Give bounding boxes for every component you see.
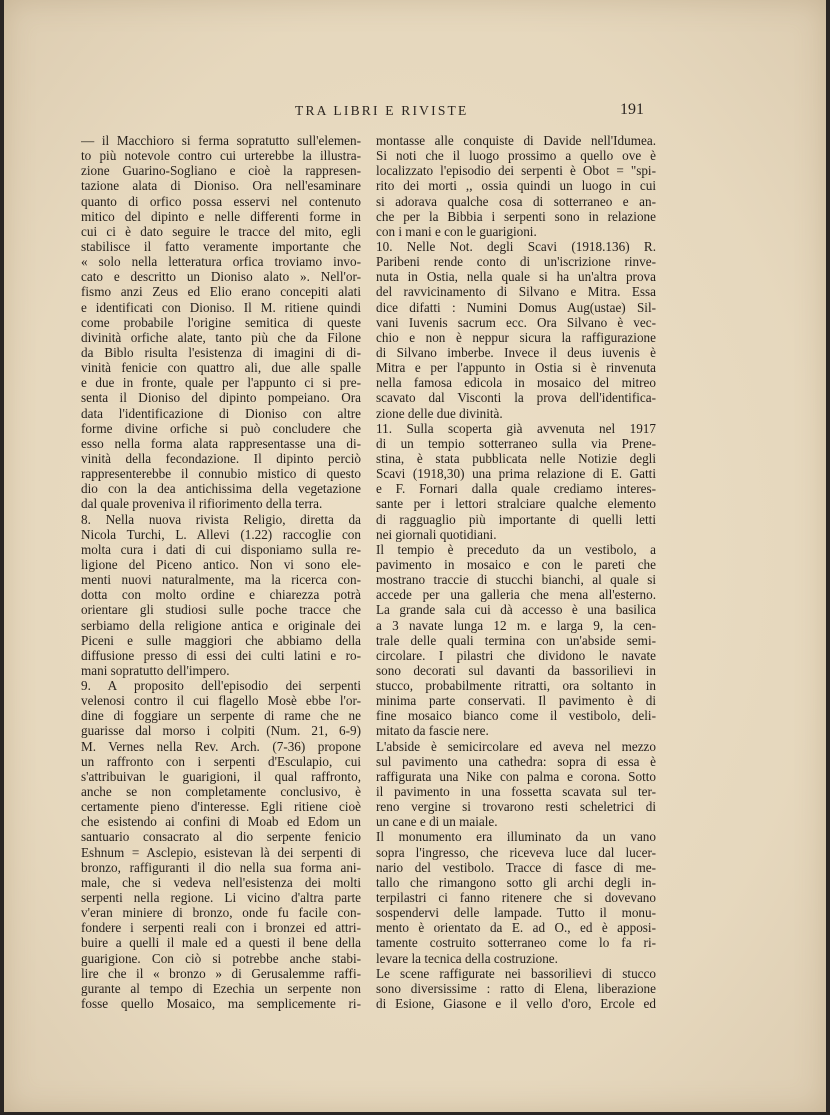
text-line: un raffronto con i serpenti d'Esculapio, cui — [81, 753, 361, 769]
text-line: sono decorati sul davanti da bassorilievi in — [376, 662, 656, 678]
text-line: Il monumento era illuminato da un vano — [376, 829, 656, 845]
text-line: stabilisce il fatto veramente importante che — [81, 238, 361, 254]
text-line: dal quale proveniva il rifiorimento della terra. — [81, 496, 323, 512]
text-line: tamente costruito sotterraneo come lo fa ri- — [376, 935, 656, 951]
text-line: ligione del Piceno antico. Non vi sono ele- — [81, 556, 361, 572]
text-line: fismo anzi Zeus ed Elio erano concepiti alati — [81, 284, 361, 300]
text-line: M. Vernes nella Rev. Arch. (7-36) propone — [81, 738, 361, 754]
text-line: sono diversissime : ratto di Elena, liberazione — [376, 980, 656, 996]
text-line: stina, è stata pubblicata nelle Notizie degli — [376, 450, 656, 466]
text-line: Nicola Turchi, L. Allevi (1.22) raccoglie con — [81, 526, 361, 542]
text-line: 8. Nella nuova rivista Religio, diretta da — [81, 511, 361, 527]
text-line: mostrano traccie di stucchi bianchi, al quale si — [376, 572, 656, 588]
text-line: mani sopratutto dell'impero. — [81, 662, 230, 678]
text-line: fosse quello Mosaico, ma semplicemente ri- — [81, 996, 361, 1012]
text-line: tazione alata di Dioniso. Ora nell'esaminare — [81, 178, 361, 194]
text-line: divinità orfiche alate, tanto più che da Filone — [81, 329, 361, 345]
text-line: levare la tecnica della costruzione. — [376, 950, 558, 966]
text-line: La grande sala cui dà accesso è una basilica — [376, 602, 656, 618]
text-line: Mitra e per l'appunto in Ostia si è rinvenuta — [376, 360, 656, 376]
right-column — [376, 133, 656, 1011]
text-line: fondere i serpenti reali con i bronzei ed attri- — [81, 920, 361, 936]
text-line: reno vergine si trovarono resti scheletrici di — [376, 799, 656, 815]
text-line: 11. Sulla scoperta già avvenuta nel 1917 — [376, 420, 656, 436]
text-line: v'eran miniere di bronzo, onde fu facile con- — [81, 905, 361, 921]
text-line: nei giornali quotidiani. — [376, 526, 497, 542]
text-line: buire a quelli il male ed a questi il bene della — [81, 935, 361, 951]
text-line: zione delle due divinità. — [376, 405, 503, 421]
text-line: pavimento in mosaico e con le pareti che — [376, 556, 656, 572]
text-line: dice difatti : Numini Domus Aug(ustae) Sil- — [376, 299, 656, 315]
text-line: vani Iuvenis sacrum ecc. Ora Silvano è vec- — [376, 314, 656, 330]
text-line: data l'identificazione di Dioniso con altre — [81, 405, 361, 421]
text-line: certamente pieno d'interesse. Egli ritiene cioè — [81, 799, 361, 815]
text-line: con i mani e con le guarigioni. — [376, 223, 537, 239]
text-line: molta cura i dati di cui disponiamo sulla re- — [81, 541, 361, 557]
text-line: menti nuovi naturalmente, ma la ricerca con- — [81, 572, 361, 588]
text-line: rappresenterebbe il connubio mistico di questo — [81, 466, 361, 482]
text-line: un cane e di un maiale. — [376, 814, 498, 830]
text-line: mitato da fascie nere. — [376, 723, 489, 739]
text-line: santuario consacrato al dio serpente fenicio — [81, 829, 361, 845]
text-line: serbiamo della religione antica e originale dei — [81, 617, 361, 633]
text-line: nuta in Ostia, nella quale si ha un'altra prova — [376, 269, 656, 285]
text-line: Eshnum = Asclepio, esistevan là dei serpenti di — [81, 844, 361, 860]
text-line: dine di foggiare un serpente di rame che ne — [81, 708, 361, 724]
text-line: minima parte conservati. Il pavimento è di — [376, 693, 656, 709]
text-line: senta il Dioniso del dipinto pompeiano. Ora — [81, 390, 361, 406]
text-line: guarisse dal morso i colpiti (Num. 21, 6-9) — [81, 723, 361, 739]
text-line: sospendervi delle lampade. Tutto il monu- — [376, 905, 656, 921]
text-line: cato e descritto un Dioniso alato ». Nell'or- — [81, 269, 361, 285]
text-line: gurante al tempo di Ezechia un serpente non — [81, 980, 361, 996]
text-line: quanto di orfico possa esservi nel contenuto — [81, 193, 361, 209]
text-line: scavato dal Visconti la prova dell'identifica- — [376, 390, 656, 406]
text-line: sul pavimento una cathedra: sopra di essa è — [376, 753, 656, 769]
text-line: lire che il « bronzo » di Gerusalemme raffi- — [81, 965, 361, 981]
text-line: cui ci è dato seguire le tracce del mito, egli — [81, 223, 361, 239]
text-line: di un tempio sotterraneo sulla via Prene- — [376, 435, 656, 451]
text-line: che per la Bibbia i serpenti sono in relazione — [376, 208, 656, 224]
text-line: Scavi (1918,30) una prima relazione di E. Gatti — [376, 466, 656, 482]
text-line: come probabile l'origine semitica di queste — [81, 314, 361, 330]
text-line: rito dei morti ,, ossia quindi un luogo in cui — [376, 178, 656, 194]
text-line: bronzo, raffiguranti il dio nella sua forma ani- — [81, 859, 361, 875]
text-line: dotta con molto ordine e chiarezza potrà — [81, 587, 361, 603]
text-line: guarigione. Con ciò si potrebbe anche stabi- — [81, 950, 361, 966]
text-line: vinità della fecondazione. Il dipinto perciò — [81, 450, 361, 466]
text-line: s'attribuivan le guarigioni, il qual raffronto, — [81, 768, 361, 784]
text-line: 9. A proposito dell'episodio dei serpenti — [81, 678, 361, 694]
left-column — [81, 133, 361, 1011]
text-line: velenosi contro il cui flagello Mosè ebbe l'or- — [81, 693, 361, 709]
text-line: circolare. I pilastri che dividono le navate — [376, 647, 656, 663]
text-line: 10. Nelle Not. degli Scavi (1918.136) R. — [376, 238, 656, 254]
text-line: Piceni e sulle maggiori che abbiamo della — [81, 632, 361, 648]
text-line: vinità fenicie con quattro ali, due alle spalle — [81, 360, 361, 376]
text-line: male, che si vedeva nell'esistenza dei molti — [81, 874, 361, 890]
text-line: anche se non completamente conclusivo, è — [81, 784, 361, 800]
text-line: che esistendo ai confini di Moab ed Edom un — [81, 814, 361, 830]
text-line: Si noti che il luogo prossimo a quello ove è — [376, 148, 656, 164]
text-line: orientare gli studiosi sulle poche tracce che — [81, 602, 361, 618]
text-line: stucco, probabilmente ritratti, ora soltanto in — [376, 678, 656, 694]
text-line: e F. Fornari dalla quale crediamo interes- — [376, 481, 656, 497]
text-line: del ravvicinamento di Silvano e Mitra. Essa — [376, 284, 656, 300]
text-line: dio con la dea antichissima della vegetazione — [81, 481, 361, 497]
text-line: nario del vestibolo. Tracce di fasce di me- — [376, 859, 656, 875]
text-line: « solo nella letteratura orfica troviamo invo- — [81, 254, 361, 270]
text-line: il pavimento in una fossetta scavata sul ter- — [376, 784, 656, 800]
text-line: sante per i lettori stralciare qualche elemento — [376, 496, 656, 512]
text-line: e due in fronte, quale per l'appunto ci si pre- — [81, 375, 361, 391]
text-line: Le scene raffigurate nei bassorilievi di stucco — [376, 965, 656, 981]
text-line: tallo che rimangono sotto gli archi degli in- — [376, 874, 656, 890]
text-line: nella famosa edicola in mosaico del mitreo — [376, 375, 656, 391]
text-line: zione Guarino-Sogliano e cioè la rappresen- — [81, 163, 361, 179]
text-line: — il Macchioro si ferma sopratutto sull'elemen- — [81, 133, 361, 148]
text-line: terpilastri ci fanno ritenere che si dovevano — [376, 890, 656, 906]
text-line: esso nella forma alata rappresentasse una di- — [81, 435, 361, 451]
text-line: montasse alle conquiste di Davide nell'Idumea. — [376, 133, 656, 148]
text-line: mento è orientato da E. ad O., ed è apposi- — [376, 920, 656, 936]
text-line: Paribeni rende conto di un'iscrizione rinve- — [376, 254, 656, 270]
page-number: 191 — [620, 101, 644, 118]
text-line: chio e non è neppur sicura la raffigurazione — [376, 329, 656, 345]
text-line: forme divine orfiche si può concludere che — [81, 420, 361, 436]
text-line: to più notevole contro cui urterebbe la illustra- — [81, 148, 361, 164]
text-line: raffigurata una Nike con palma e corona. Sotto — [376, 768, 656, 784]
text-line: trale delle quali termina con un'abside semi- — [376, 632, 656, 648]
text-line: da Biblo risulta l'esistenza di imagini di di- — [81, 344, 361, 360]
text-line: di Esione, Giasone e il vello d'oro, Ercole ed — [376, 996, 656, 1012]
text-line: di ragguaglio più importante di quelli letti — [376, 511, 656, 527]
running-title: TRA LIBRI E RIVISTE — [295, 103, 469, 118]
text-line: diffusione presso di essi dei culti latini e ro- — [81, 647, 361, 663]
text-line: accede per una galleria che mena all'esterno. — [376, 587, 656, 603]
text-line: Il tempio è preceduto da un vestibolo, a — [376, 541, 656, 557]
text-line: si adorava qualche cosa di sotterraneo e an- — [376, 193, 656, 209]
text-line: localizzato l'episodio dei serpenti è Obot = "spi- — [376, 163, 656, 179]
text-line: serpenti nella regione. Li vicino d'altra parte — [81, 890, 361, 906]
text-line: fine mosaico bianco come il vestibolo, deli- — [376, 708, 656, 724]
text-line: sopra l'ingresso, che riceveva luce dal lucer- — [376, 844, 656, 860]
text-line: mitico del dipinto e nelle differenti forme in — [81, 208, 361, 224]
text-line: a 3 navate lunga 12 m. e larga 9, la cen- — [376, 617, 656, 633]
text-line: L'abside è semicircolare ed aveva nel mezzo — [376, 738, 656, 754]
text-line: di Silvano imberbe. Invece il deus iuvenis è — [376, 344, 656, 360]
scanned-page — [4, 0, 826, 1112]
text-line: e identificati con Dioniso. Il M. ritiene quindi — [81, 299, 361, 315]
